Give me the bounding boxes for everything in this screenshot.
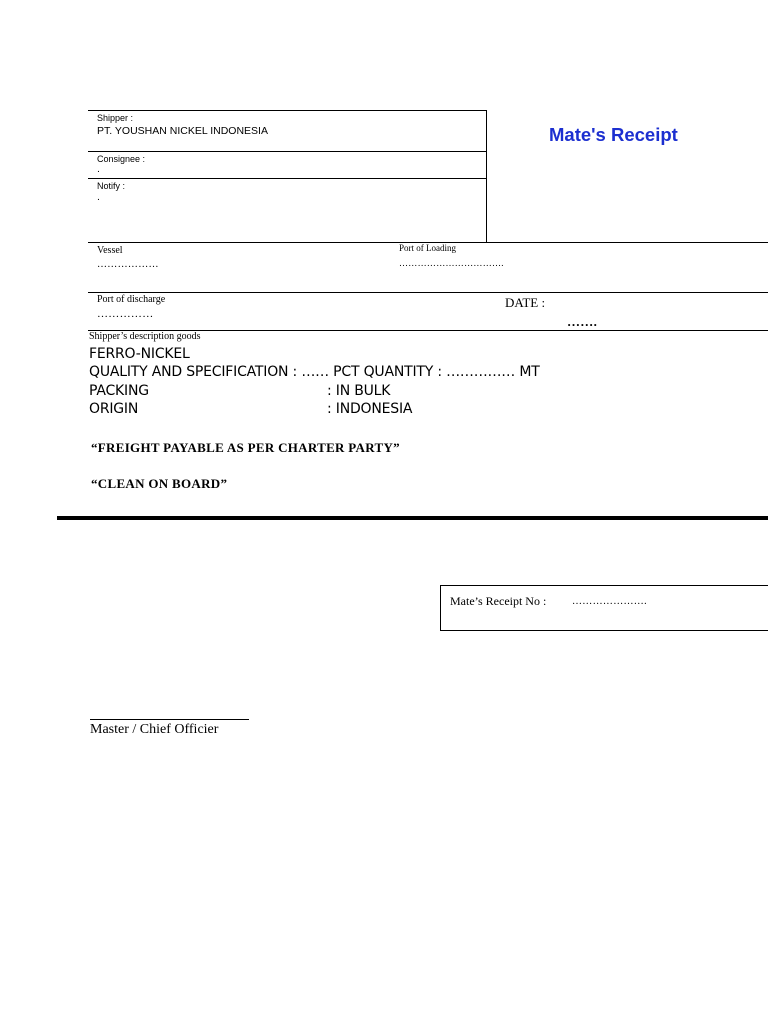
goods-packing-value: : IN BULK: [327, 383, 391, 399]
port-discharge-label: Port of discharge: [97, 294, 166, 305]
shipper-value: PT. YOUSHAN NICKEL INDONESIA: [97, 125, 268, 137]
voyage-divider: [88, 292, 768, 293]
freight-clause: “FREIGHT PAYABLE AS PER CHARTER PARTY”: [91, 440, 400, 455]
consignee-label: Consignee :: [97, 154, 146, 164]
header-box-top: [88, 110, 487, 111]
goods-section-label: Shipper’s description goods: [89, 331, 201, 342]
signature-line: [90, 719, 249, 720]
thick-separator: [57, 516, 768, 520]
goods-product: FERRO-NICKEL: [89, 346, 190, 362]
date-value: …….: [567, 314, 598, 329]
shipper-divider: [88, 151, 487, 152]
receipt-number-value: ………………….: [572, 596, 647, 607]
header-box-right: [486, 110, 487, 243]
notify-label: Notify :: [97, 181, 126, 191]
vessel-label: Vessel: [97, 245, 123, 256]
notify-value: .: [97, 191, 100, 203]
shipper-label: Shipper :: [97, 113, 134, 123]
consignee-value: .: [97, 163, 100, 175]
document-title: Mate's Receipt: [549, 124, 678, 145]
date-label: DATE :: [505, 295, 546, 310]
clean-on-board-clause: [91, 476, 227, 492]
goods-origin-label: ORIGIN: [89, 401, 139, 417]
port-loading-value: …………………………….: [399, 258, 504, 268]
receipt-number-box: [440, 585, 768, 631]
goods-origin-value: : INDONESIA: [327, 401, 413, 417]
vessel-value: ………………: [97, 259, 159, 270]
consignee-divider: [88, 178, 487, 179]
port-discharge-value: ……………: [97, 308, 154, 320]
signature-label: Master / Chief Officier: [90, 722, 219, 737]
receipt-number-label: Mate’s Receipt No :: [450, 594, 547, 608]
goods-packing-label: PACKING: [89, 383, 149, 399]
goods-quality-line: QUALITY AND SPECIFICATION : …… PCT QUANTITY : …………… MT: [89, 364, 540, 380]
port-loading-label: Port of Loading: [399, 243, 456, 253]
clean-on-board-text: “CLEAN ON BOARD”: [91, 476, 228, 491]
